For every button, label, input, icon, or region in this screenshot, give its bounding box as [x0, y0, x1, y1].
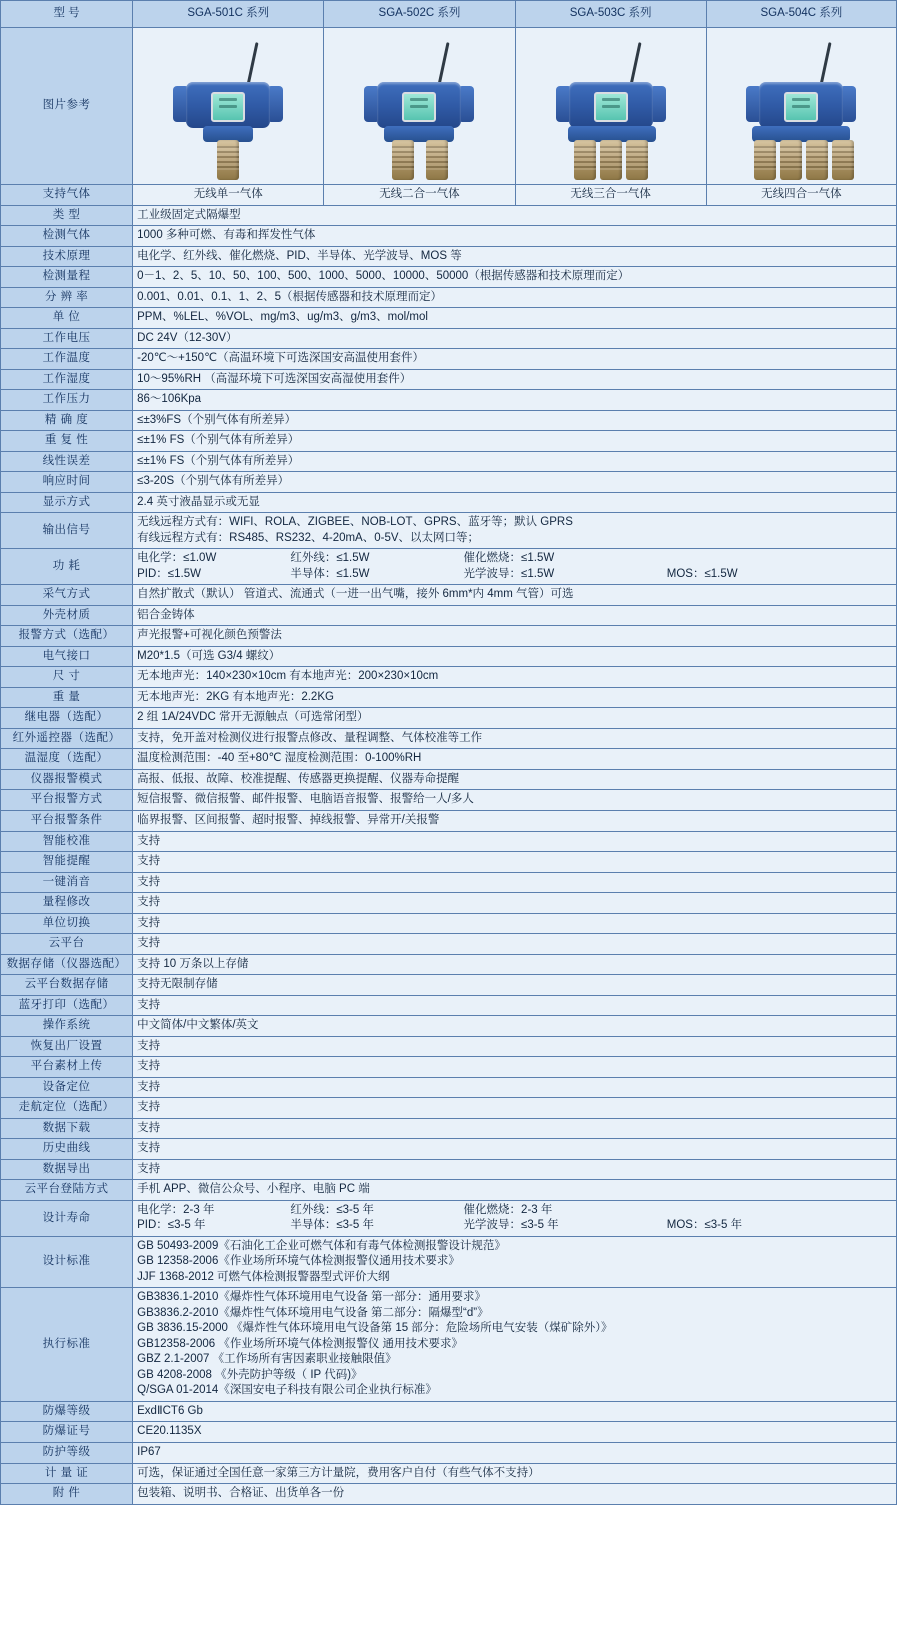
table-row-output-signal — [1, 513, 897, 549]
table-row — [1, 934, 897, 955]
row-value: 0－1、2、5、10、50、100、500、1000、5000、10000、50000（根据传感器和技术原理而定） — [133, 267, 897, 288]
life-semiconductor: 半导体：≤3-5 年 — [290, 1219, 374, 1232]
table-row — [1, 852, 897, 873]
design-standard-line: GB 12358-2006《作业场所环境气体检测报警仪通用技术要求》 — [137, 1255, 460, 1268]
row-value: 2 组 1A/24VDC 常开无源触点（可选常闭型） — [133, 708, 897, 729]
row-value: ExdⅡCT6 Gb — [133, 1401, 897, 1422]
row-value: 手机 APP、微信公众号、小程序、电脑 PC 端 — [133, 1180, 897, 1201]
row-label: 平台报警方式 — [1, 790, 133, 811]
row-label: 外壳材质 — [1, 605, 133, 626]
row-value: 支持 — [133, 1057, 897, 1078]
table-row-images — [1, 28, 897, 185]
supported-gas-label: 支持气体 — [1, 185, 133, 206]
row-label: 防护等级 — [1, 1443, 133, 1464]
output-signal-value — [133, 513, 897, 549]
row-value: 支持 — [133, 1118, 897, 1139]
row-value: 可选，保证通过全国任意一家第三方计量院，费用客户自付（有些气体不支持） — [133, 1463, 897, 1484]
table-row — [1, 349, 897, 370]
table-row — [1, 1463, 897, 1484]
table-row — [1, 810, 897, 831]
row-label: 平台素材上传 — [1, 1057, 133, 1078]
row-label: 操作系统 — [1, 1016, 133, 1037]
table-row — [1, 585, 897, 606]
product-image-504c — [706, 28, 896, 185]
output-signal-label: 输出信号 — [1, 513, 133, 549]
product-image-501c — [133, 28, 324, 185]
row-label: 数据存储（仪器选配） — [1, 954, 133, 975]
row-value: 支持 10 万条以上存储 — [133, 954, 897, 975]
row-value: 支持 — [133, 1139, 897, 1160]
row-value: 短信报警、微信报警、邮件报警、电脑语音报警、报警给一人/多人 — [133, 790, 897, 811]
table-row — [1, 451, 897, 472]
table-row — [1, 831, 897, 852]
table-row — [1, 1057, 897, 1078]
row-label: 附 件 — [1, 1484, 133, 1505]
row-value: ≤±3%FS（个别气体有所差异） — [133, 410, 897, 431]
model-label: 型 号 — [1, 1, 133, 28]
design-standard-label: 设计标准 — [1, 1236, 133, 1288]
row-label: 工作温度 — [1, 349, 133, 370]
row-value: 1000 多种可燃、有毒和挥发性气体 — [133, 226, 897, 247]
row-value: 支持 — [133, 1036, 897, 1057]
design-life-value — [133, 1200, 897, 1236]
row-label: 平台报警条件 — [1, 810, 133, 831]
table-row — [1, 893, 897, 914]
model-503c: SGA-503C 系列 — [515, 1, 706, 28]
row-label: 防爆等级 — [1, 1401, 133, 1422]
table-row — [1, 790, 897, 811]
table-row — [1, 667, 897, 688]
life-pid: PID：≤3-5 年 — [137, 1219, 206, 1232]
row-value: 支持 — [133, 893, 897, 914]
model-502c: SGA-502C 系列 — [324, 1, 515, 28]
exec-standard-line: GBZ 2.1-2007 《工作场所有害因素职业接触限值》 — [137, 1353, 397, 1366]
exec-standard-line: GB3836.1-2010《爆炸性气体环境用电气设备 第一部分：通用要求》 — [137, 1291, 487, 1304]
row-value: 10～95%RH （高湿环境下可选深国安高湿使用套件） — [133, 369, 897, 390]
row-value: 铝合金铸体 — [133, 605, 897, 626]
table-row — [1, 769, 897, 790]
row-value: 支持 — [133, 852, 897, 873]
detector-illustration-1 — [153, 30, 303, 182]
table-row-design-life — [1, 1200, 897, 1236]
table-row — [1, 472, 897, 493]
row-value: 支持 — [133, 872, 897, 893]
table-row — [1, 1401, 897, 1422]
table-row — [1, 1139, 897, 1160]
table-row — [1, 749, 897, 770]
row-value: -20℃～+150℃（高温环境下可选深国安高温使用套件） — [133, 349, 897, 370]
table-row — [1, 687, 897, 708]
exec-standard-value — [133, 1288, 897, 1402]
supported-gas-503c: 无线三合一气体 — [515, 185, 706, 206]
table-row — [1, 205, 897, 226]
power-mos: MOS：≤1.5W — [666, 567, 738, 580]
table-row — [1, 267, 897, 288]
row-label: 蓝牙打印（选配） — [1, 995, 133, 1016]
table-row — [1, 1159, 897, 1180]
row-label: 一键消音 — [1, 872, 133, 893]
table-row — [1, 954, 897, 975]
table-row — [1, 1484, 897, 1505]
table-row — [1, 1180, 897, 1201]
row-value: M20*1.5（可选 G3/4 螺纹） — [133, 646, 897, 667]
output-signal-wired: 有线远程方式有：RS485、RS232、4-20mA、0-5V、以太网口等； — [137, 531, 480, 544]
life-electrochemical: 电化学：2-3 年 — [137, 1203, 215, 1216]
table-row — [1, 328, 897, 349]
row-label: 防爆证号 — [1, 1422, 133, 1443]
row-value: 86～106Kpa — [133, 390, 897, 411]
row-value: IP67 — [133, 1443, 897, 1464]
table-row — [1, 708, 897, 729]
row-label: 数据导出 — [1, 1159, 133, 1180]
row-label: 检测量程 — [1, 267, 133, 288]
exec-standard-line: Q/SGA 01-2014《深国安电子科技有限公司企业执行标准》 — [137, 1384, 437, 1397]
table-row-design-standard — [1, 1236, 897, 1288]
table-row — [1, 913, 897, 934]
table-row — [1, 1443, 897, 1464]
table-row — [1, 410, 897, 431]
image-reference-label: 图片参考 — [1, 28, 133, 185]
detector-illustration-4 — [726, 30, 876, 182]
row-value: PPM、%LEL、%VOL、mg/m3、ug/m3、g/m3、mol/mol — [133, 308, 897, 329]
power-value — [133, 549, 897, 585]
table-row — [1, 1118, 897, 1139]
row-label: 精 确 度 — [1, 410, 133, 431]
row-value: 0.001、0.01、0.1、1、2、5（根据传感器和技术原理而定） — [133, 287, 897, 308]
table-row-model — [1, 1, 897, 28]
design-life-label: 设计寿命 — [1, 1200, 133, 1236]
table-row — [1, 995, 897, 1016]
row-value: 温度检测范围：-40 至+80℃ 湿度检测范围：0-100%RH — [133, 749, 897, 770]
row-label: 云平台 — [1, 934, 133, 955]
row-label: 工作电压 — [1, 328, 133, 349]
product-image-503c — [515, 28, 706, 185]
row-value: 电化学、红外线、催化燃烧、PID、半导体、光学波导、MOS 等 — [133, 246, 897, 267]
power-infrared: 红外线：≤1.5W — [290, 552, 370, 565]
row-label: 历史曲线 — [1, 1139, 133, 1160]
row-label: 工作湿度 — [1, 369, 133, 390]
design-standard-line: JJF 1368-2012 可燃气体检测报警器型式评价大纲 — [137, 1270, 390, 1283]
table-row — [1, 492, 897, 513]
row-value: DC 24V（12-30V） — [133, 328, 897, 349]
supported-gas-501c: 无线单一气体 — [133, 185, 324, 206]
row-value: 支持 — [133, 934, 897, 955]
table-row — [1, 287, 897, 308]
row-label: 数据下载 — [1, 1118, 133, 1139]
row-label: 智能校准 — [1, 831, 133, 852]
design-standard-value — [133, 1236, 897, 1288]
output-signal-wireless: 无线远程方式有：WIFI、ROLA、ZIGBEE、NOB-LOT、GPRS、蓝牙等；默认 GPRS — [137, 516, 573, 529]
row-label: 工作压力 — [1, 390, 133, 411]
row-value: 2.4 英寸液晶显示或无显 — [133, 492, 897, 513]
row-label: 量程修改 — [1, 893, 133, 914]
table-row — [1, 1016, 897, 1037]
exec-standard-label: 执行标准 — [1, 1288, 133, 1402]
table-row-power — [1, 549, 897, 585]
row-label: 采气方式 — [1, 585, 133, 606]
life-catalytic: 催化燃烧：2-3 年 — [463, 1203, 553, 1216]
table-row — [1, 975, 897, 996]
row-label: 尺 寸 — [1, 667, 133, 688]
table-row-exec-standard — [1, 1288, 897, 1402]
table-row — [1, 872, 897, 893]
table-row — [1, 728, 897, 749]
power-semiconductor: 半导体：≤1.5W — [290, 567, 370, 580]
design-standard-line: GB 50493-2009《石油化工企业可燃气体和有毒气体检测报警设计规范》 — [137, 1239, 506, 1252]
row-label: 计 量 证 — [1, 1463, 133, 1484]
row-label: 继电器（选配） — [1, 708, 133, 729]
table-row — [1, 369, 897, 390]
row-value: 支持无限制存储 — [133, 975, 897, 996]
row-value: 支持 — [133, 913, 897, 934]
table-row — [1, 1036, 897, 1057]
power-label: 功 耗 — [1, 549, 133, 585]
row-value: CE20.1135X — [133, 1422, 897, 1443]
row-label: 智能提醒 — [1, 852, 133, 873]
row-label: 云平台登陆方式 — [1, 1180, 133, 1201]
row-value: 高报、低报、故障、校准提醒、传感器更换提醒、仪器寿命提醒 — [133, 769, 897, 790]
table-row — [1, 1077, 897, 1098]
product-image-502c — [324, 28, 515, 185]
row-label: 红外遥控器（选配） — [1, 728, 133, 749]
row-value: 支持 — [133, 1077, 897, 1098]
row-label: 走航定位（选配） — [1, 1098, 133, 1119]
table-row — [1, 390, 897, 411]
life-optical: 光学波导：≤3-5 年 — [463, 1219, 559, 1232]
row-label: 检测气体 — [1, 226, 133, 247]
row-value: 无本地声光：140×230×10cm 有本地声光：200×230×10cm — [133, 667, 897, 688]
row-value: 临界报警、区间报警、超时报警、掉线报警、异常开/关报警 — [133, 810, 897, 831]
table-row — [1, 1098, 897, 1119]
row-label: 设备定位 — [1, 1077, 133, 1098]
model-504c: SGA-504C 系列 — [706, 1, 896, 28]
life-infrared: 红外线：≤3-5 年 — [290, 1203, 374, 1216]
row-value: ≤±1% FS（个别气体有所差异） — [133, 431, 897, 452]
model-501c: SGA-501C 系列 — [133, 1, 324, 28]
detector-illustration-2 — [344, 30, 494, 182]
row-label: 技术原理 — [1, 246, 133, 267]
power-catalytic: 催化燃烧：≤1.5W — [463, 552, 555, 565]
row-label: 温湿度（选配） — [1, 749, 133, 770]
row-label: 显示方式 — [1, 492, 133, 513]
table-row — [1, 308, 897, 329]
table-row — [1, 226, 897, 247]
exec-standard-line: GB 4208-2008 《外壳防护等级（ IP 代码)》 — [137, 1368, 363, 1381]
row-label: 重 量 — [1, 687, 133, 708]
row-value: 支持 — [133, 1159, 897, 1180]
row-value: ≤3-20S（个别气体有所差异） — [133, 472, 897, 493]
row-label: 响应时间 — [1, 472, 133, 493]
table-row-supported-gas — [1, 185, 897, 206]
row-label: 云平台数据存储 — [1, 975, 133, 996]
row-value: 包装箱、说明书、合格证、出货单各一份 — [133, 1484, 897, 1505]
supported-gas-504c: 无线四合一气体 — [706, 185, 896, 206]
row-label: 线性误差 — [1, 451, 133, 472]
row-value: 中文简体/中文繁体/英文 — [133, 1016, 897, 1037]
power-electrochemical: 电化学：≤1.0W — [137, 552, 217, 565]
row-value: 声光报警+可视化颜色预警法 — [133, 626, 897, 647]
exec-standard-line: GB 3836.15-2000 《爆炸性气体环境用电气设备第 15 部分：危险场所电气安装（煤矿除外）》 — [137, 1322, 613, 1335]
row-label: 报警方式（选配） — [1, 626, 133, 647]
row-value: 自然扩散式（默认） 管道式、流通式（一进一出气嘴，接外 6mm*内 4mm 气管）可选 — [133, 585, 897, 606]
row-label: 重 复 性 — [1, 431, 133, 452]
supported-gas-502c: 无线二合一气体 — [324, 185, 515, 206]
row-value: 支持 — [133, 1098, 897, 1119]
row-label: 分 辨 率 — [1, 287, 133, 308]
row-value: 支持 — [133, 831, 897, 852]
power-pid: PID：≤1.5W — [137, 567, 201, 580]
row-label: 恢复出厂设置 — [1, 1036, 133, 1057]
row-value: ≤±1% FS（个别气体有所差异） — [133, 451, 897, 472]
row-value: 工业级固定式隔爆型 — [133, 205, 897, 226]
power-optical: 光学波导：≤1.5W — [463, 567, 555, 580]
row-label: 单 位 — [1, 308, 133, 329]
table-row — [1, 646, 897, 667]
row-label: 类 型 — [1, 205, 133, 226]
row-value: 支持 — [133, 995, 897, 1016]
row-value: 支持，免开盖对检测仪进行报警点修改、量程调整、气体校准等工作 — [133, 728, 897, 749]
table-row — [1, 246, 897, 267]
exec-standard-line: GB3836.2-2010《爆炸性气体环境用电气设备 第二部分：隔爆型“d”》 — [137, 1306, 489, 1319]
row-label: 电气接口 — [1, 646, 133, 667]
row-label: 仪器报警模式 — [1, 769, 133, 790]
table-row — [1, 626, 897, 647]
row-label: 单位切换 — [1, 913, 133, 934]
life-mos: MOS：≤3-5 年 — [666, 1219, 743, 1232]
row-value: 无本地声光：2KG 有本地声光：2.2KG — [133, 687, 897, 708]
table-row — [1, 1422, 897, 1443]
exec-standard-line: GB12358-2006 《作业场所环境气体检测报警仪 通用技术要求》 — [137, 1337, 464, 1350]
table-row — [1, 431, 897, 452]
table-row — [1, 605, 897, 626]
detector-illustration-3 — [536, 30, 686, 182]
